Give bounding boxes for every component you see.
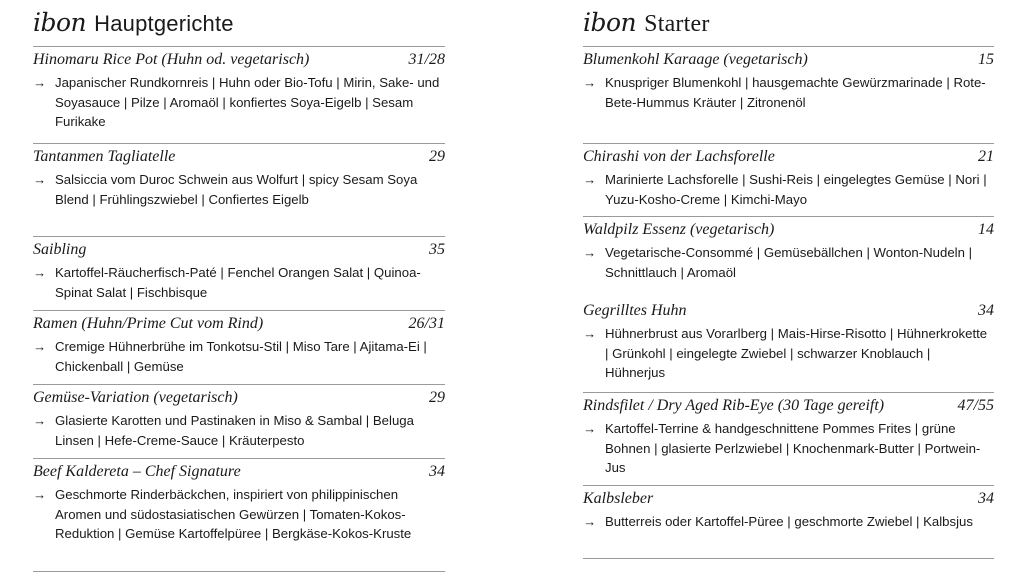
menu-item: [33, 384, 445, 450]
menu-item: [583, 216, 994, 282]
dish-description: Salsiccia vom Duroc Schwein aus Wolfurt | spicy Sesam Soya Blend | Frühlingszwiebel | Confiertes Eigelb: [55, 172, 418, 207]
dish-description: Glasierte Karotten und Pastinaken in Miso & Sambal | Beluga Linsen | Hefe-Creme-Sauce | Kräuterpesto: [55, 413, 414, 448]
mains-heading: [33, 0, 445, 46]
arrow-icon: →: [33, 339, 47, 354]
dish-description: Cremige Hühnerbrühe im Tonkotsu-Stil | Miso Tare | Ajitama-Ei | Chickenball | Gemüse: [55, 339, 427, 374]
arrow-icon: →: [583, 421, 597, 436]
menu-item: [583, 46, 994, 112]
dish-price: 35: [429, 241, 445, 258]
dish-title: Chirashi von der Lachsforelle: [583, 148, 775, 165]
dish-price: 15: [978, 51, 994, 68]
menu-item: [33, 310, 445, 376]
dish-title: Blumenkohl Karaage (vegetarisch): [583, 51, 808, 68]
dish-price: 21: [978, 148, 994, 165]
dish-title: Saibling: [33, 241, 87, 258]
dish-description: Vegetarische-Consommé | Gemüsebällchen | Wonton-Nudeln | Schnittlauch | Aromaöl: [605, 245, 973, 280]
menu-item: [583, 485, 994, 532]
arrow-icon: →: [583, 514, 597, 529]
dish-price: 34: [978, 302, 994, 319]
dish-price: 47/55: [957, 397, 994, 414]
dish-price: 31/28: [408, 51, 445, 68]
menu-item: [583, 298, 994, 383]
brand-logo: ibon: [33, 8, 87, 37]
dish-description: Kartoffel-Räucherfisch-Paté | Fenchel Orangen Salat | Quinoa-Spinat Salat | Fischbisque: [55, 265, 421, 300]
divider: [583, 558, 994, 559]
arrow-icon: →: [583, 172, 597, 187]
dish-description: Marinierte Lachsforelle | Sushi-Reis | eingelegtes Gemüse | Nori | Yuzu-Kosho-Creme | Kimchi-Mayo: [605, 172, 987, 207]
dish-price: 34: [978, 490, 994, 507]
dish-title: Gegrilltes Huhn: [583, 302, 687, 319]
dish-title: Hinomaru Rice Pot (Huhn od. vegetarisch): [33, 51, 310, 68]
dish-title: Kalbsleber: [583, 490, 654, 507]
arrow-icon: →: [583, 245, 597, 260]
menu-item: [33, 143, 445, 209]
divider: [33, 571, 445, 572]
arrow-icon: →: [33, 172, 47, 187]
arrow-icon: →: [583, 326, 597, 341]
arrow-icon: →: [33, 75, 47, 90]
dish-price: 34: [429, 463, 445, 480]
dish-title: Ramen (Huhn/Prime Cut vom Rind): [33, 315, 264, 332]
section-title-starters: Starter: [644, 11, 710, 37]
arrow-icon: →: [583, 75, 597, 90]
menu-item: [583, 392, 994, 478]
menu-item: [33, 46, 445, 132]
section-title-mains: Hauptgerichte: [94, 11, 234, 36]
dish-title: Rindsfilet / Dry Aged Rib-Eye (30 Tage gereift): [583, 397, 885, 414]
dish-price: 14: [978, 221, 994, 238]
arrow-icon: →: [33, 413, 47, 428]
menu-item: [33, 236, 445, 302]
dish-description: Hühnerbrust aus Vorarlberg | Mais-Hirse-Risotto | Hühnerkrokette | Grünkohl | eingelegte Zwiebel | schwarzer Knoblauch | Hühnerjus: [605, 326, 988, 380]
starters-heading: [583, 0, 994, 46]
dish-description: Kartoffel-Terrine & handgeschnittene Pommes Frites | grüne Bohnen | glasierte Perlzwiebel | Knochenmark-Butter | Portwein-Jus: [605, 421, 981, 475]
brand-logo: ibon: [583, 8, 637, 37]
dish-price: 29: [429, 148, 445, 165]
dish-title: Gemüse-Variation (vegetarisch): [33, 389, 238, 406]
menu-item: [33, 458, 445, 544]
dish-title: Tantanmen Tagliatelle: [33, 148, 176, 165]
dish-price: 29: [429, 389, 445, 406]
dish-title: Beef Kaldereta – Chef Signature: [33, 463, 241, 480]
dish-description: Knuspriger Blumenkohl | hausgemachte Gewürzmarinade | Rote-Bete-Hummus Kräuter | Zitronenöl: [605, 75, 986, 110]
dish-description: Geschmorte Rinderbäckchen, inspiriert von philippinischen Aromen und südostasiatischen Gewürzen | Tomaten-Kokos-Reduktion | Gemüse Kartoffelpüree | Bergkäse-Kokos-Kruste: [55, 487, 412, 541]
mains-column: [33, 0, 445, 541]
arrow-icon: →: [33, 487, 47, 502]
dish-title: Waldpilz Essenz (vegetarisch): [583, 221, 775, 238]
dish-description: Japanischer Rundkornreis | Huhn oder Bio-Tofu | Mirin, Sake- und Soyasauce | Pilze | Aromaöl | konfiertes Soya-Eigelb | Sesam Furikake: [55, 75, 440, 129]
dish-price: 26/31: [408, 315, 445, 332]
menu-item: [583, 143, 994, 209]
starters-column: [583, 0, 994, 529]
arrow-icon: →: [33, 265, 47, 280]
dish-description: Butterreis oder Kartoffel-Püree | geschmorte Zwiebel | Kalbsjus: [605, 514, 973, 529]
